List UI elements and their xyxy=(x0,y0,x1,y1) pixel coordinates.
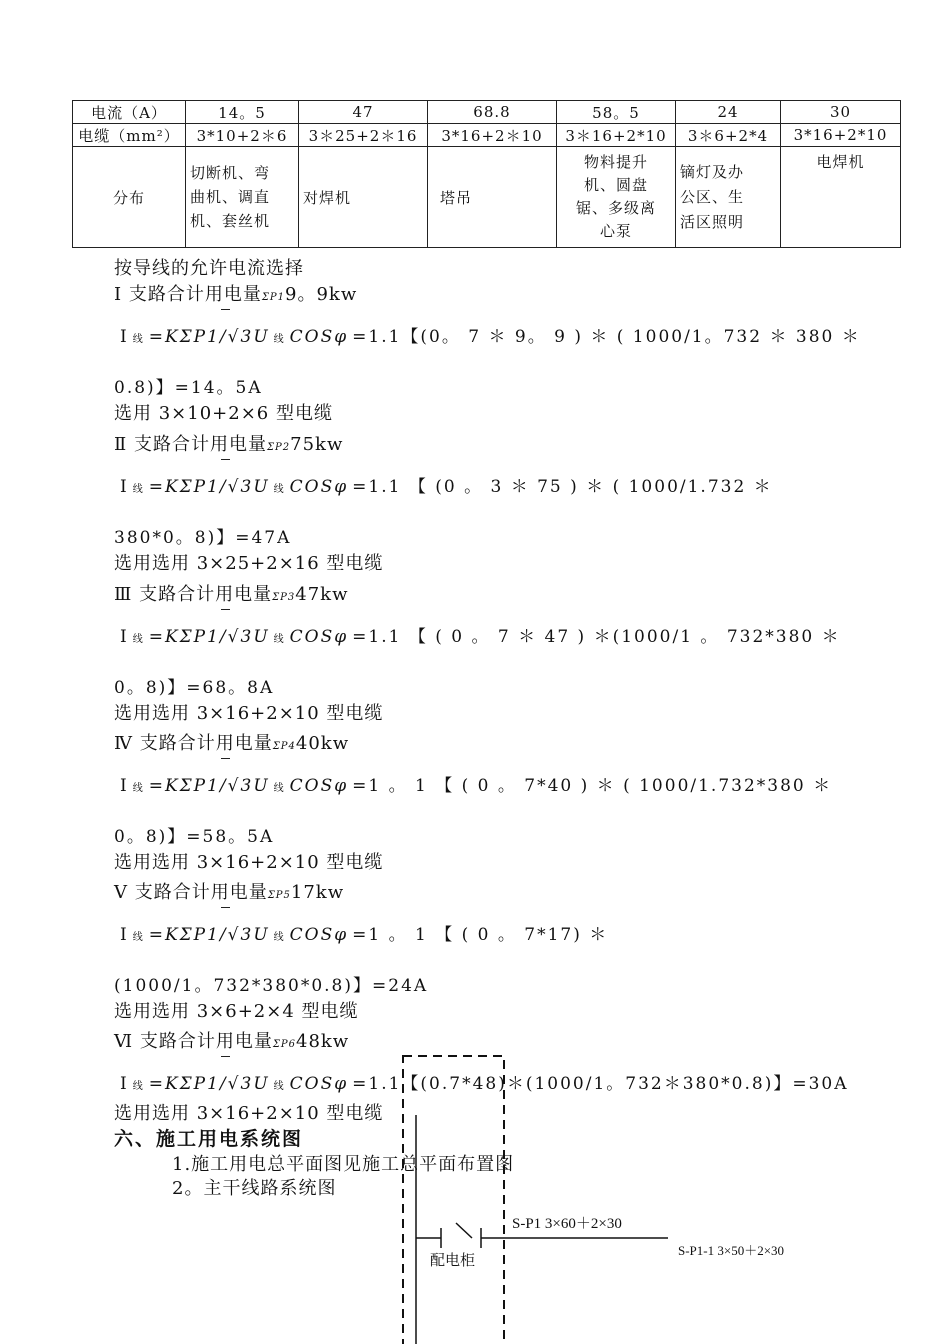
formula-cos: COSφ xyxy=(289,327,349,347)
sum-symbol: ΣP5 xyxy=(267,890,291,901)
formula-subscript: 线 xyxy=(132,484,145,495)
formula-subscript: 线 xyxy=(132,334,145,345)
section-title: 六、施工用电系统图 xyxy=(114,1128,304,1150)
formula-body: =KΣP1/√3U xyxy=(148,477,270,497)
row-label: 分布 xyxy=(73,147,186,248)
formula-rest: =1 。 1 【 ( 0 。 7*17) ＊ xyxy=(352,925,609,945)
table-cell: 68.8 xyxy=(428,101,557,124)
table-cell: 3＊6+2*4 xyxy=(676,124,781,147)
formula-symbol: Ⅰ xyxy=(120,1074,129,1094)
branch-title: Ⅳ 支路合计用电量 xyxy=(114,733,273,754)
cable-choice: 选用选用 3×16+2×10 型电缆 xyxy=(114,852,384,873)
branch-title: Ⅵ 支路合计用电量 xyxy=(114,1031,273,1052)
main-line-label: S-P1 3×60＋2×30 xyxy=(512,1216,622,1232)
formula-subscript: 线 xyxy=(273,334,286,345)
cabinet-boundary xyxy=(403,1056,504,1344)
cable-choice: 选用选用 3×16+2×10 型电缆 xyxy=(114,1103,384,1124)
cable-choice: 选用选用 3×25+2×16 型电缆 xyxy=(114,553,384,574)
row-label: 电缆（mm²） xyxy=(73,124,186,147)
formula-subscript: 线 xyxy=(273,484,286,495)
table-cell: 3＊25+2＊16 xyxy=(299,124,428,147)
branch-title: Ⅴ 支路合计用电量 xyxy=(114,882,268,903)
cable-choice: 选用选用 3×16+2×10 型电缆 xyxy=(114,703,384,724)
table-cell: 47 xyxy=(299,101,428,124)
table-cell: 58。5 xyxy=(557,101,676,124)
formula-subscript: 线 xyxy=(273,634,286,645)
formula-subscript: 线 xyxy=(273,783,286,794)
formula-body: =KΣP1/√3U xyxy=(148,925,270,945)
intro-text: 按导线的允许电流选择 xyxy=(114,258,304,279)
sum-symbol: ΣP4 xyxy=(272,741,296,752)
row-label: 电流（A） xyxy=(73,101,186,124)
table-cell: 电焊机 xyxy=(781,147,901,248)
formula-cos: COSφ xyxy=(289,1074,349,1094)
formula-symbol: Ⅰ xyxy=(120,327,129,347)
sum-symbol: ΣP6 xyxy=(272,1039,296,1050)
table-cell: 3*16+2*10 xyxy=(781,124,901,147)
table-cell: 3＊16+2*10 xyxy=(557,124,676,147)
formula-continuation: 380*0。8)】=47A xyxy=(114,528,292,548)
table-cell: 3*10+2＊6 xyxy=(186,124,299,147)
formula-rest: =1.1【(0。 7 ＊ 9。 9 ) ＊ ( 1000/1。732 ＊ 380 ＊ xyxy=(352,327,861,347)
formula-rest: =1.1【(0.7*48)＊(1000/1。732＊380*0.8)】=30A xyxy=(352,1074,849,1094)
formula-subscript: 线 xyxy=(132,634,145,645)
branch-title: Ⅲ 支路合计用电量 xyxy=(114,584,273,605)
formula-continuation: (1000/1。732*380*0.8)】=24A xyxy=(114,976,429,996)
table-cell: 物料提升 机、圆盘 锯、多级离 心泵 xyxy=(557,147,676,248)
formula-subscript: 线 xyxy=(273,932,286,943)
branch-title: Ⅱ 支路合计用电量 xyxy=(114,434,267,455)
table-cell: 30 xyxy=(781,101,901,124)
branch-power: 47kw xyxy=(295,584,349,605)
formula-subscript: 线 xyxy=(273,1081,286,1092)
formula-symbol: Ⅰ xyxy=(120,477,129,497)
table-cell: 镝灯及办 公区、生 活区照明 xyxy=(676,147,781,248)
cable-choice: 选用 3×10+2×6 型电缆 xyxy=(114,403,333,424)
branch-power: 9。9kw xyxy=(285,284,358,305)
table-cell: 切断机、弯 曲机、调直 机、套丝机 xyxy=(186,147,299,248)
sum-symbol: ΣP2 xyxy=(266,442,291,453)
formula-continuation: 0。8)】=68。8A xyxy=(114,678,275,698)
formula-body: =KΣP1/√3U xyxy=(148,776,270,796)
table-cell: 14。5 xyxy=(186,101,299,124)
formula-symbol: Ⅰ xyxy=(120,627,129,647)
formula-subscript: 线 xyxy=(132,932,145,943)
table-cell: 24 xyxy=(676,101,781,124)
formula-body: =KΣP1/√3U xyxy=(148,1074,270,1094)
formula-rest: =1.1 【 ( 0 。 7 ＊ 47 ) ＊(1000/1 。 732*380 ＊ xyxy=(352,627,841,647)
sum-symbol: ΣP3 xyxy=(272,592,296,603)
branch-line-label: S-P1-1 3×50＋2×30 xyxy=(678,1243,785,1258)
branch-title: Ⅰ 支路合计用电量 xyxy=(114,284,262,305)
section-item-2: 2。主干线路系统图 xyxy=(172,1178,337,1199)
switch-blade-icon xyxy=(456,1223,472,1238)
formula-cos: COSφ xyxy=(289,627,349,647)
formula-continuation: 0。8)】=58。5A xyxy=(114,827,275,847)
branch-power: 17kw xyxy=(290,882,345,903)
table-cell: 3*16+2＊10 xyxy=(428,124,557,147)
formula-subscript: 线 xyxy=(132,783,145,794)
formula-symbol: Ⅰ xyxy=(120,776,129,796)
section-item-1: 1.施工用电总平面图见施工总平面布置图 xyxy=(172,1154,515,1175)
table-cell: 对焊机 xyxy=(299,147,428,248)
branch-power: 40kw xyxy=(295,733,350,754)
formula-symbol: Ⅰ xyxy=(120,925,129,945)
cabinet-label: 配电柜 xyxy=(430,1251,476,1269)
formula-cos: COSφ xyxy=(289,477,349,497)
formula-body: =KΣP1/√3U xyxy=(148,627,270,647)
formula-body: =KΣP1/√3U xyxy=(148,327,270,347)
formula-rest: =1 。 1 【 ( 0 。 7*40 ) ＊ ( 1000/1.732*380 ＊ xyxy=(352,776,833,796)
formula-subscript: 线 xyxy=(132,1081,145,1092)
formula-continuation: 0.8)】=14。5A xyxy=(114,378,263,398)
sum-symbol: ΣP1 xyxy=(261,292,286,303)
cable-choice: 选用选用 3×6+2×4 型电缆 xyxy=(114,1001,359,1022)
formula-cos: COSφ xyxy=(289,776,349,796)
formula-rest: =1.1 【 (0 。 3 ＊ 75 ) ＊ ( 1000/1.732 ＊ xyxy=(352,477,773,497)
table-cell: 塔吊 xyxy=(428,147,557,248)
branch-power: 48kw xyxy=(296,1031,350,1052)
branch-power: 75kw xyxy=(290,434,344,455)
formula-cos: COSφ xyxy=(289,925,349,945)
